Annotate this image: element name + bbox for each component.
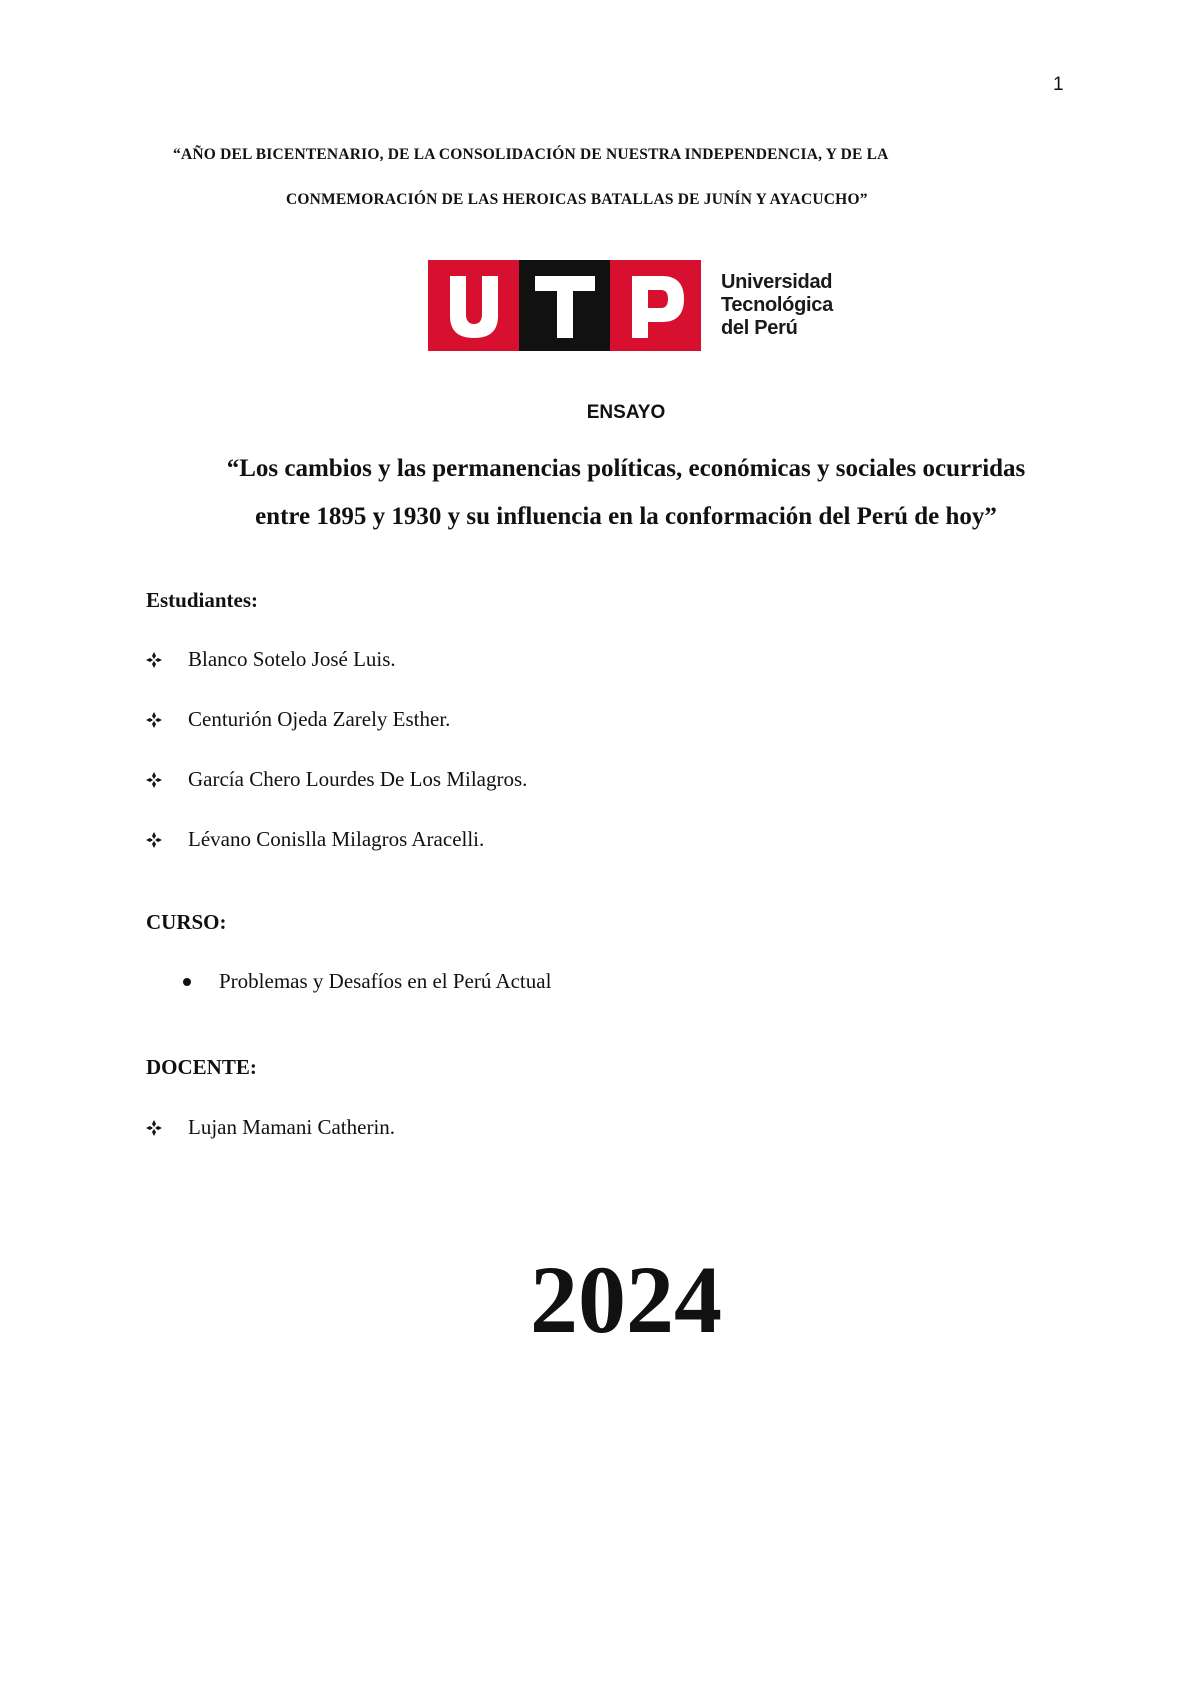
document-type: ENSAYO	[586, 402, 666, 423]
logo-letter-u	[428, 260, 519, 351]
diamond-bullet-icon	[146, 1120, 162, 1136]
university-name	[721, 271, 833, 340]
logo-letter-t	[519, 260, 610, 351]
course-item	[183, 969, 551, 994]
teacher-item	[146, 1115, 395, 1140]
teacher-heading: DOCENTE:	[146, 1055, 257, 1079]
university-name-line-3: del Perú	[721, 317, 798, 339]
student-name: Blanco Sotelo José Luis.	[188, 647, 396, 671]
students-heading: Estudiantes:	[146, 588, 259, 612]
student-name: García Chero Lourdes De Los Milagros.	[188, 767, 528, 791]
university-name-line-2: Tecnológica	[721, 294, 833, 316]
course-heading: CURSO:	[146, 910, 227, 934]
teacher-name: Lujan Mamani Catherin.	[188, 1115, 396, 1139]
diamond-bullet-icon	[146, 712, 162, 728]
motto-line-2: CONMEMORACIÓN DE LAS HEROICAS BATALLAS DE JUNÍN Y AYACUCHO”	[286, 191, 868, 208]
diamond-bullet-icon	[146, 832, 162, 848]
diamond-bullet-icon	[146, 652, 162, 668]
logo-letter-p	[610, 260, 701, 351]
student-item	[146, 647, 396, 672]
year: 2024	[530, 1246, 722, 1353]
student-name: Lévano Conislla Milagros Aracelli.	[188, 827, 485, 851]
page-number: 1	[1053, 74, 1064, 95]
diamond-bullet-icon	[146, 772, 162, 788]
student-item	[146, 707, 450, 732]
university-name-line-1: Universidad	[721, 271, 833, 293]
bullet-dot-icon	[183, 978, 191, 986]
utp-logo	[428, 260, 833, 351]
student-name: Centurión Ojeda Zarely Esther.	[188, 707, 451, 731]
student-item	[146, 767, 527, 792]
student-item	[146, 827, 484, 852]
essay-title-line-1: “Los cambios y las permanencias políticas, económicas y sociales ocurridas	[226, 455, 1026, 482]
course-name: Problemas y Desafíos en el Perú Actual	[219, 969, 552, 993]
motto-line-1: “AÑO DEL BICENTENARIO, DE LA CONSOLIDACIÓN DE NUESTRA INDEPENDENCIA, Y DE LA	[173, 146, 889, 163]
essay-title-line-2: entre 1895 y 1930 y su influencia en la conformación del Perú de hoy”	[255, 503, 997, 530]
